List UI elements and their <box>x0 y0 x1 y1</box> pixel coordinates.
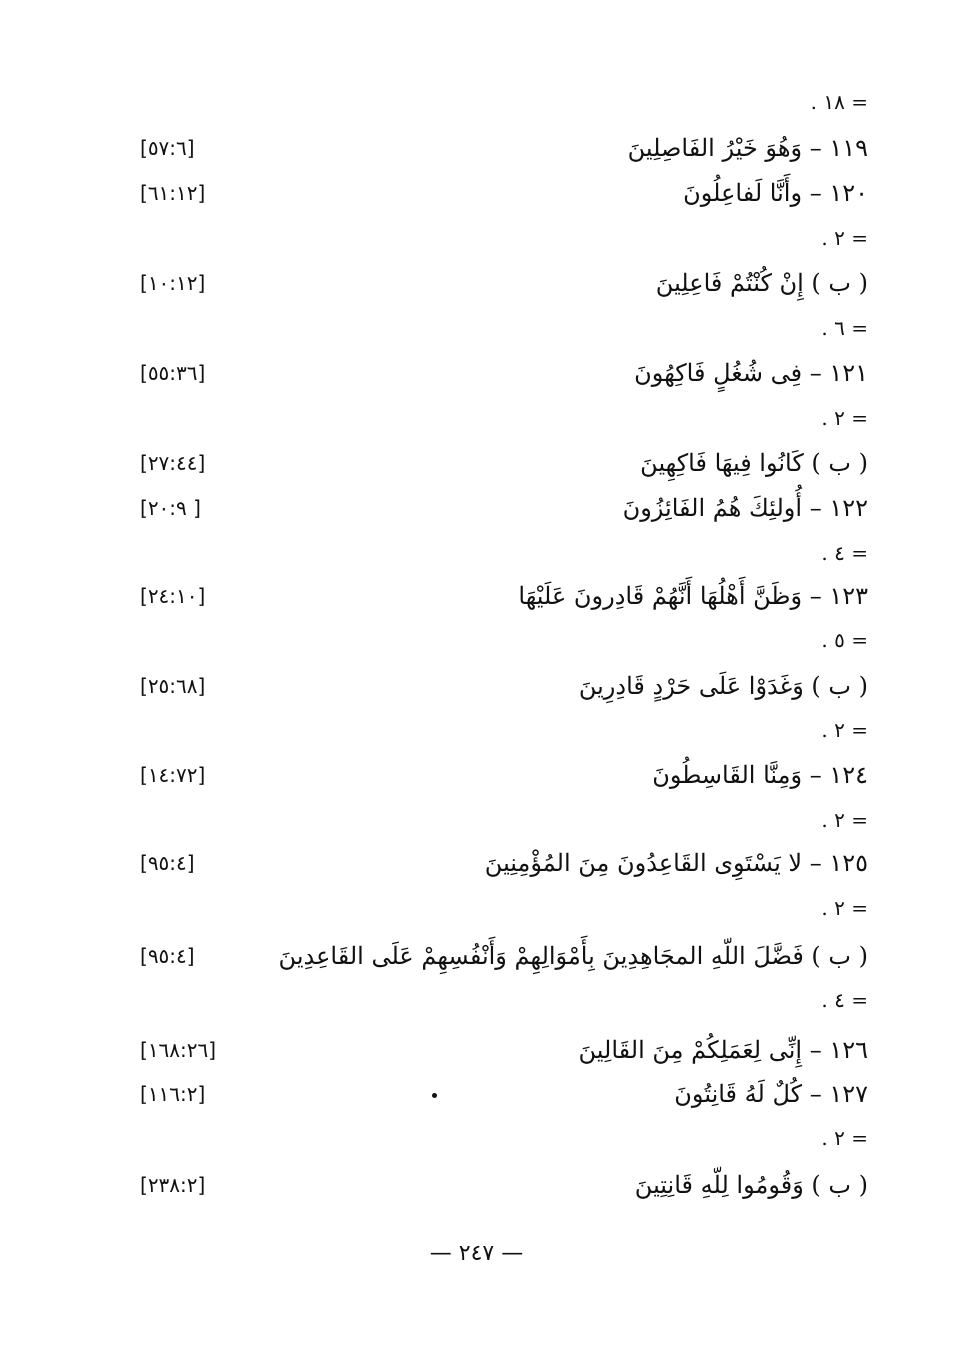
count-line <box>140 800 868 840</box>
verse-text: ( ب ) فَضَّلَ اللّهِ المجَاهِدِينَ بِأَمْوَالِهِمْ وَأَنْفُسِهِمْ عَلَى القَاعِدِينَ <box>278 942 868 970</box>
verse-reference: [١٠:١٢] <box>140 271 206 295</box>
verse-reference: [٩٥:٤] <box>140 851 195 875</box>
verse-reference: [٥٧:٦] <box>140 136 195 160</box>
count-line <box>140 620 868 660</box>
count-text: = ٢ . <box>821 896 868 920</box>
count-line <box>140 888 868 928</box>
verse-reference: [٢٠:٩ ] <box>140 496 201 520</box>
verse-text: ١٢٢ – أُولئِكَ هُمُ الفَائِزُونَ <box>622 494 868 522</box>
verse-reference: [٢٤:١٠] <box>140 584 206 608</box>
verse-reference: [١١٦:٢] <box>140 1082 206 1106</box>
verse-line <box>140 488 868 528</box>
verse-line <box>140 843 868 883</box>
verse-line <box>140 128 868 168</box>
page-number: — ٢٤٧ — <box>429 1241 524 1266</box>
count-text: = ٢ . <box>821 718 868 742</box>
count-line <box>140 710 868 750</box>
count-text: = ٤ . <box>821 988 868 1012</box>
verse-text: ١٢١ – فِى شُغُلٍ فَاكِهُونَ <box>634 359 868 387</box>
count-line <box>140 218 868 258</box>
verse-text: ١١٩ – وَهُوَ خَيْرُ الفَاصِلِينَ <box>627 134 868 162</box>
count-line <box>140 82 868 122</box>
verse-reference: [٥٥:٣٦] <box>140 361 206 385</box>
verse-text: ١٢٣ – وَظَنَّ أَهْلُهَا أَنَّهُمْ قَادِرونَ عَلَيْهَا <box>518 582 868 610</box>
count-line <box>140 308 868 348</box>
verse-text: ١٢٠ – وأَنَّا لَفاعِلُونَ <box>683 179 868 207</box>
verse-line <box>140 1074 868 1114</box>
count-text: = ٢ . <box>821 406 868 430</box>
verse-line <box>140 755 868 795</box>
verse-text: ١٢٤ – وَمِنَّا القَاسِطُونَ <box>652 761 868 789</box>
count-text: = ٢ . <box>821 1126 868 1150</box>
count-text: = ١٨ . <box>810 90 868 114</box>
verse-line <box>140 1030 868 1070</box>
count-line <box>140 533 868 573</box>
verse-text: ( ب ) وَقُومُوا لِلّهِ قَانِتِينَ <box>634 1171 868 1199</box>
verse-reference: [٢٣٨:٢] <box>140 1173 206 1197</box>
verse-text: ١٢٧ – كُلٌ لَهُ قَانِتُونَ <box>674 1080 868 1108</box>
verse-text: ( ب ) كَانُوا فِيهَا فَاكِهِينَ <box>640 449 868 477</box>
ink-speck <box>432 1093 437 1098</box>
verse-line <box>140 936 868 976</box>
count-line <box>140 398 868 438</box>
verse-line <box>140 443 868 483</box>
verse-reference: [١٤:٧٢] <box>140 763 206 787</box>
count-text: = ٢ . <box>821 808 868 832</box>
count-text: = ٥ . <box>821 628 868 652</box>
count-text: = ٢ . <box>821 226 868 250</box>
verse-text: ( ب ) إِنْ كُنْتُمْ فَاعِلِينَ <box>655 269 868 297</box>
verse-reference: [٩٥:٤] <box>140 944 195 968</box>
verse-reference: [٢٥:٦٨] <box>140 674 206 698</box>
verse-text: ١٢٥ – لا يَسْتَوِى القَاعِدُونَ مِنَ المُؤْمِنِينَ <box>484 849 868 877</box>
verse-line <box>140 666 868 706</box>
verse-text: ١٢٦ – إِنِّى لِعَمَلِكُمْ مِنَ القَالِينَ <box>578 1036 868 1064</box>
count-text: = ٦ . <box>821 316 868 340</box>
verse-line <box>140 173 868 213</box>
verse-line <box>140 263 868 303</box>
verse-reference: [٦١:١٢] <box>140 181 206 205</box>
verse-text: ( ب ) وَغَدَوْا عَلَى حَرْدٍ قَادِرِينَ <box>578 672 868 700</box>
verse-line <box>140 1165 868 1205</box>
count-line <box>140 980 868 1020</box>
verse-line <box>140 353 868 393</box>
count-line <box>140 1118 868 1158</box>
verse-line <box>140 576 868 616</box>
verse-reference: [١٦٨:٢٦] <box>140 1038 217 1062</box>
verse-reference: [٢٧:٤٤] <box>140 451 206 475</box>
count-text: = ٤ . <box>821 541 868 565</box>
